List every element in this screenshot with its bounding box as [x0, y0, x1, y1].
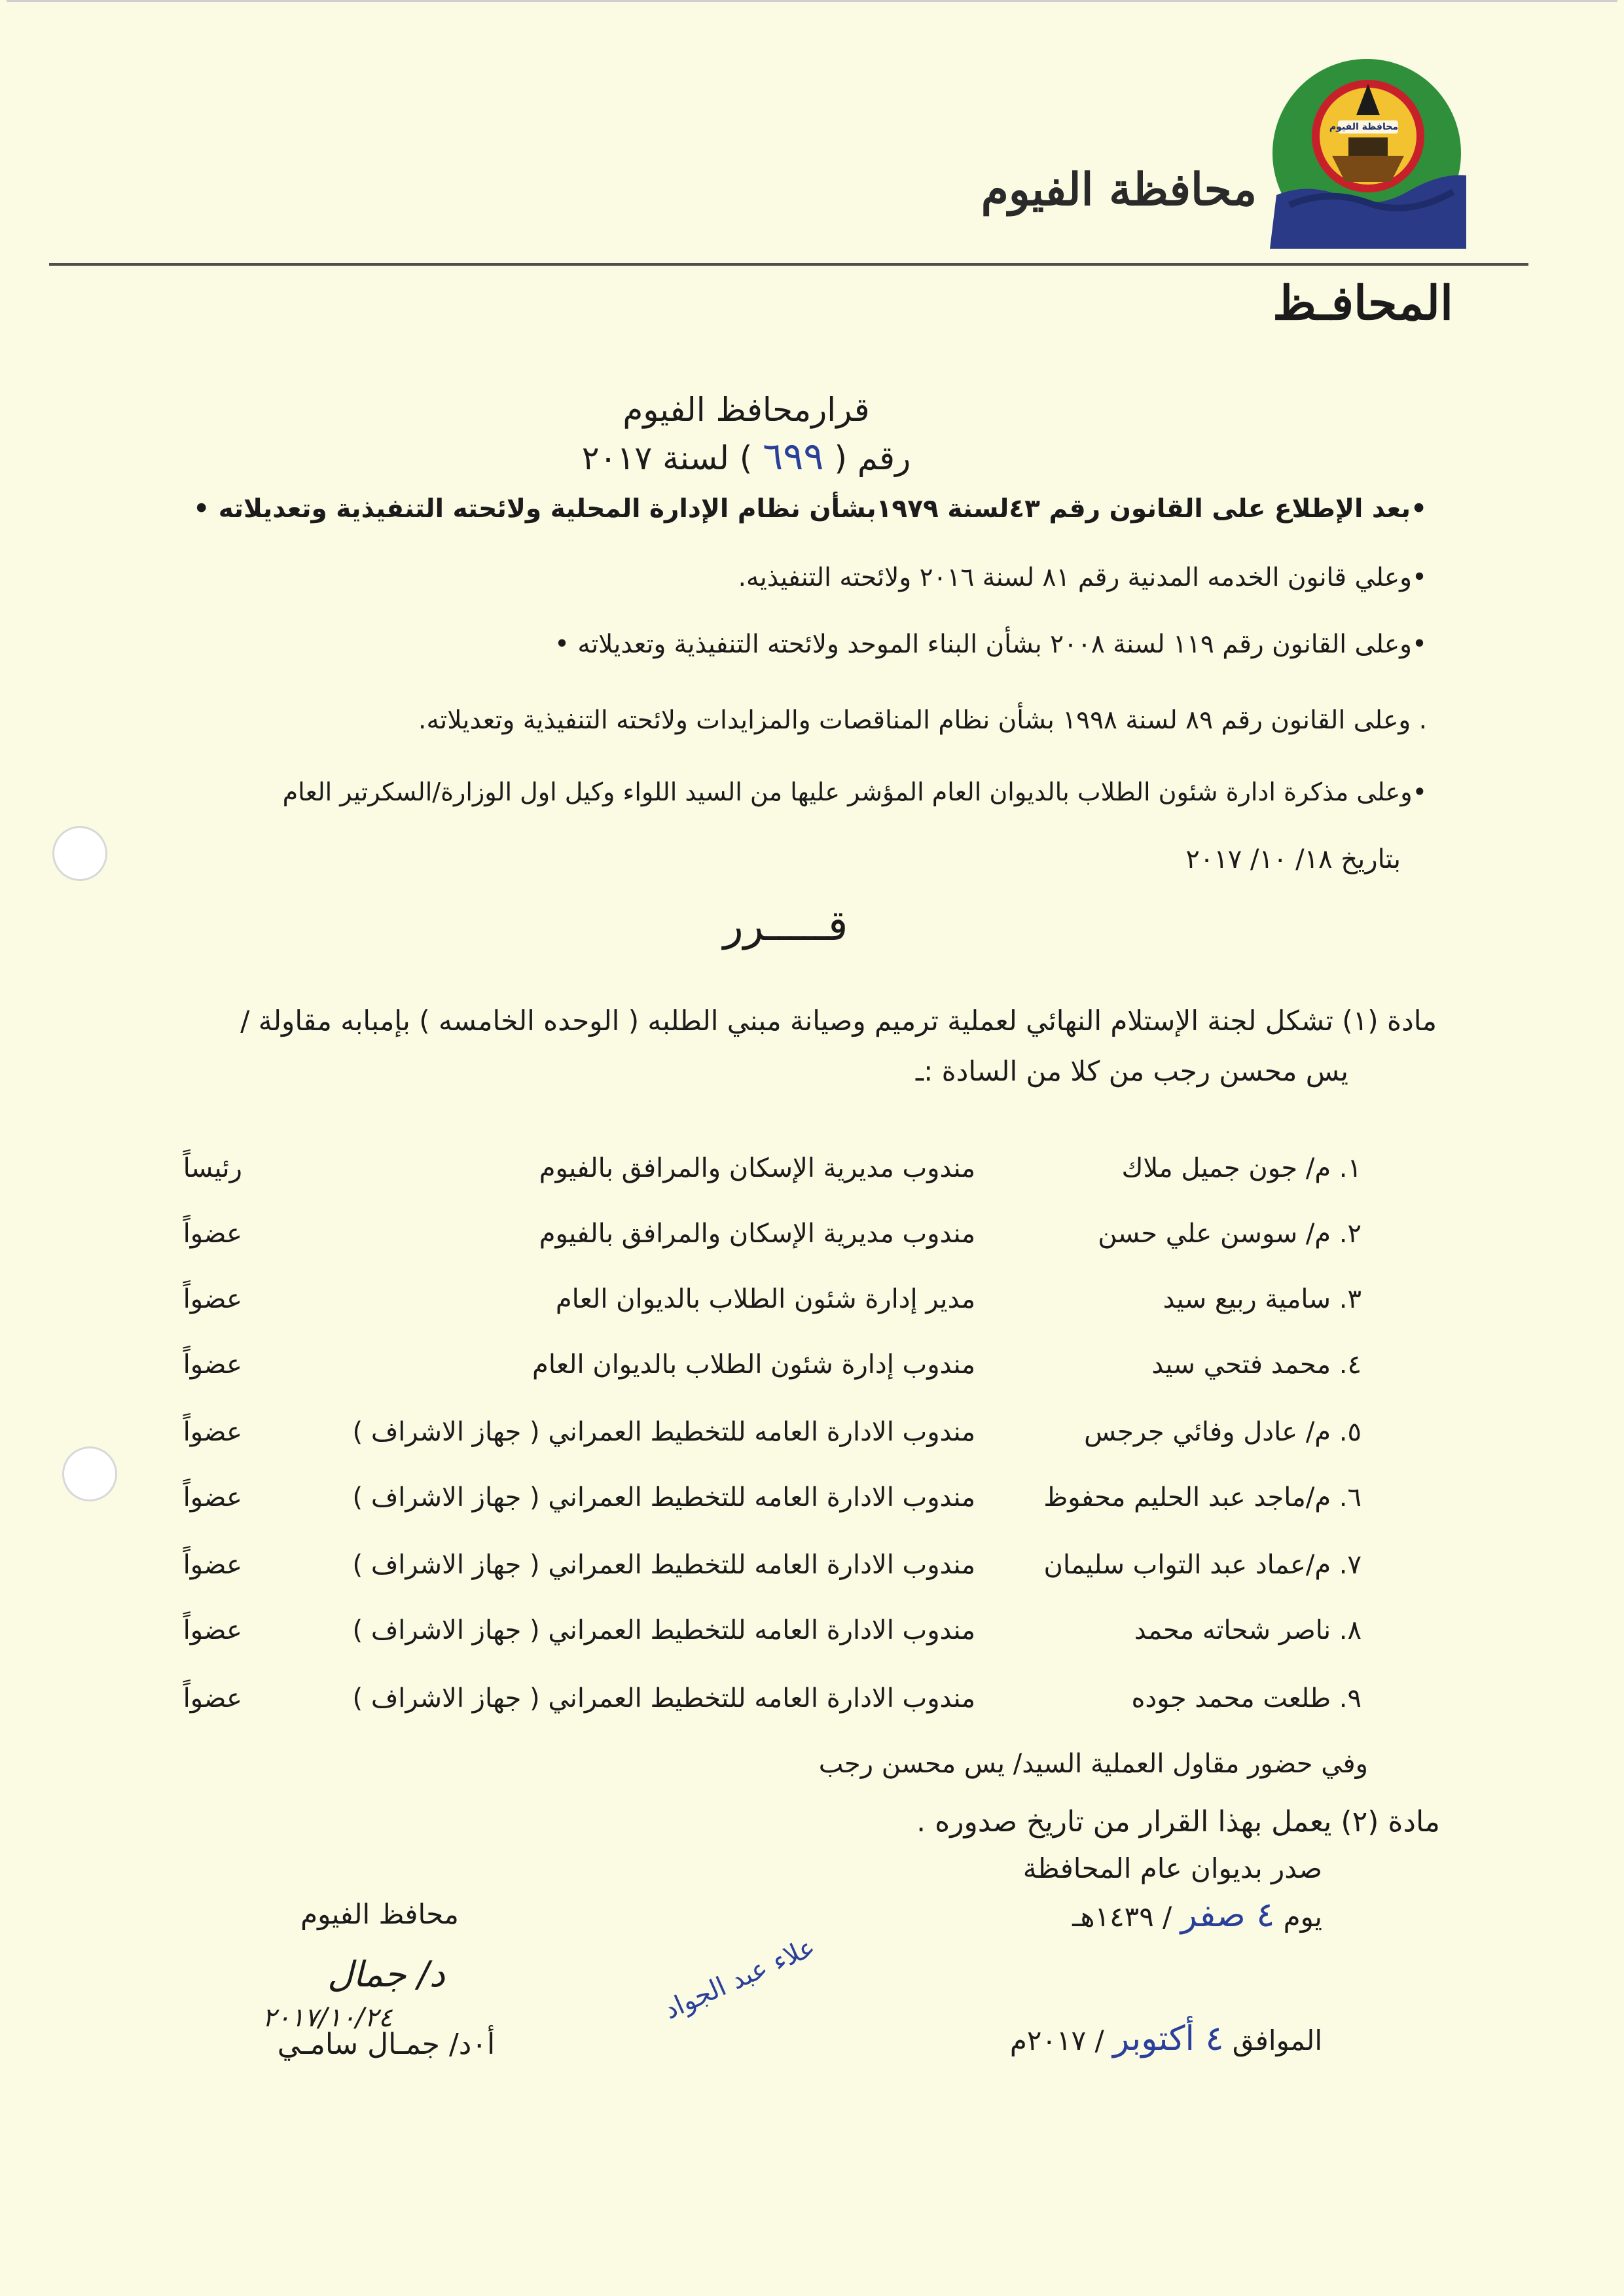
decided-heading: قـــــرر [723, 902, 848, 950]
hijri-date-prefix: يوم [1283, 1901, 1322, 1933]
member-name: ٥. م/ عادل وفائي جرجس [1084, 1417, 1362, 1447]
member-name: ٩. طلعت محمد جوده [1131, 1683, 1362, 1713]
governor-signature: د/ جمال [327, 1954, 445, 1995]
member-position: عضواً [183, 1615, 242, 1645]
member-row [0, 1284, 1624, 1323]
page-top-border [7, 0, 1617, 2]
office-title: المحافـظ [1272, 275, 1453, 331]
signatory-name: أ٠د/ جمـال سامـي [277, 2028, 496, 2061]
preamble-line: •وعلى مذكرة ادارة شئون الطلاب بالديوان العام المؤشر عليها من السيد اللواء وكيل اول الوزارة/السكرتير العام [282, 778, 1427, 806]
signature-date: ٢٠١٧/١٠/٢٤ [262, 2003, 393, 2033]
member-position: عضواً [183, 1683, 242, 1713]
preamble-date-line: بتاريخ ١٨/ ١٠/ ٢٠١٧ [1185, 844, 1401, 874]
gregorian-date-printed: / ٢٠١٧م [1009, 2024, 1104, 2056]
member-row [0, 1417, 1624, 1456]
member-role: مندوب مديرية الإسكان والمرافق بالفيوم [539, 1153, 975, 1183]
member-position: عضواً [183, 1350, 242, 1380]
member-role: مندوب إدارة شئون الطلاب بالديوان العام [532, 1350, 975, 1380]
member-role: مندوب الادارة العامه للتخطيط العمراني ( جهاز الاشراف ) [352, 1550, 975, 1580]
hijri-date-handwritten: ٤ صفر [1180, 1895, 1275, 1935]
preamble-line: •وعلى القانون رقم ١١٩ لسنة ٢٠٠٨ بشأن البناء الموحد ولائحته التنفيذية وتعديلاته • [554, 630, 1427, 659]
member-role: مدير إدارة شئون الطلاب بالديوان العام [555, 1284, 975, 1314]
contractor-line: وفي حضور مقاول العملية السيد/ يس محسن رجب [818, 1749, 1368, 1779]
hijri-date [903, 1895, 1322, 1935]
member-role: مندوب مديرية الإسكان والمرافق بالفيوم [539, 1219, 975, 1249]
member-position: عضواً [183, 1550, 242, 1580]
member-position: رئيساً [183, 1153, 242, 1183]
governorate-emblem [1270, 58, 1466, 249]
decree-title: قرارمحافظ الفيوم [623, 391, 870, 429]
member-row [0, 1550, 1624, 1589]
member-name: ١. م/ جون جميل ملاك [1121, 1153, 1362, 1183]
member-name: ٤. محمد فتحي سيد [1151, 1350, 1362, 1380]
hijri-date-printed: / ١٤٣٩هـ [1072, 1901, 1172, 1933]
decree-number-suffix: ) لسنة ٢٠١٧ [581, 439, 753, 477]
decree-number-handwritten: ٦٩٩ [763, 434, 824, 478]
header-divider [49, 263, 1528, 266]
member-row [0, 1153, 1624, 1193]
member-name: ٢. م/ سوسن علي حسن [1098, 1219, 1362, 1249]
gregorian-date-prefix: الموافق [1232, 2024, 1322, 2056]
preamble-line: . وعلى القانون رقم ٨٩ لسنة ١٩٩٨ بشأن نظام المناقصات والمزايدات ولائحته التنفيذية وتعديلاته. [418, 706, 1427, 735]
member-role: مندوب الادارة العامه للتخطيط العمراني ( جهاز الاشراف ) [352, 1683, 975, 1713]
member-row [0, 1482, 1624, 1522]
member-role: مندوب الادارة العامه للتخطيط العمراني ( جهاز الاشراف ) [352, 1615, 975, 1645]
decree-number-line [556, 434, 936, 478]
emblem-lettering: محافظة الفيوم [1329, 122, 1398, 132]
preamble-line: •وعلي قانون الخدمه المدنية رقم ٨١ لسنة ٢٠١٦ ولائحته التنفيذيه. [738, 563, 1427, 592]
member-name: ٨. ناصر شحاته محمد [1134, 1615, 1362, 1645]
gregorian-date [903, 2019, 1322, 2058]
decree-number-prefix: رقم ( [834, 439, 911, 477]
gregorian-date-handwritten: ٤ أكتوبر [1113, 2019, 1224, 2058]
member-position: عضواً [183, 1482, 242, 1513]
member-name: ٦. م/ماجد عبد الحليم محفوظ [1043, 1482, 1362, 1513]
article-1-line-2: يس محسن رجب من كلا من السادة :ـ [915, 1055, 1348, 1087]
punch-hole [52, 826, 107, 881]
punch-hole [62, 1446, 117, 1501]
article-2: مادة (٢) يعمل بهذا القرار من تاريخ صدوره . [916, 1805, 1440, 1839]
member-row [0, 1683, 1624, 1723]
member-position: عضواً [183, 1219, 242, 1249]
preamble-line: •بعد الإطلاع على القانون رقم ٤٣لسنة ١٩٧٩بشأن نظام الإدارة المحلية ولائحته التنفيذية وتعديلاته • [193, 494, 1427, 524]
member-row [0, 1219, 1624, 1258]
member-role: مندوب الادارة العامه للتخطيط العمراني ( جهاز الاشراف ) [352, 1417, 975, 1447]
governorate-name: محافظة الفيوم [981, 164, 1257, 216]
signatory-title: محافظ الفيوم [300, 1898, 459, 1930]
member-role: مندوب الادارة العامه للتخطيط العمراني ( جهاز الاشراف ) [352, 1482, 975, 1513]
member-position: عضواً [183, 1284, 242, 1314]
member-name: ٧. م/عماد عبد التواب سليمان [1043, 1550, 1362, 1580]
member-name: ٣. سامية ربيع سيد [1163, 1284, 1362, 1314]
member-position: عضواً [183, 1417, 242, 1447]
issued-at: صدر بديوان عام المحافظة [1022, 1852, 1322, 1884]
article-1-line-1: مادة (١) تشكل لجنة الإستلام النهائي لعملية ترميم وصيانة مبني الطلبه ( الوحده الخامسه ) بإمبابه مقاولة / [240, 1005, 1437, 1037]
member-row [0, 1350, 1624, 1389]
initials-signature: علاء عبد الجواد [659, 1931, 820, 2026]
member-row [0, 1615, 1624, 1655]
emblem-icon [1270, 58, 1466, 249]
